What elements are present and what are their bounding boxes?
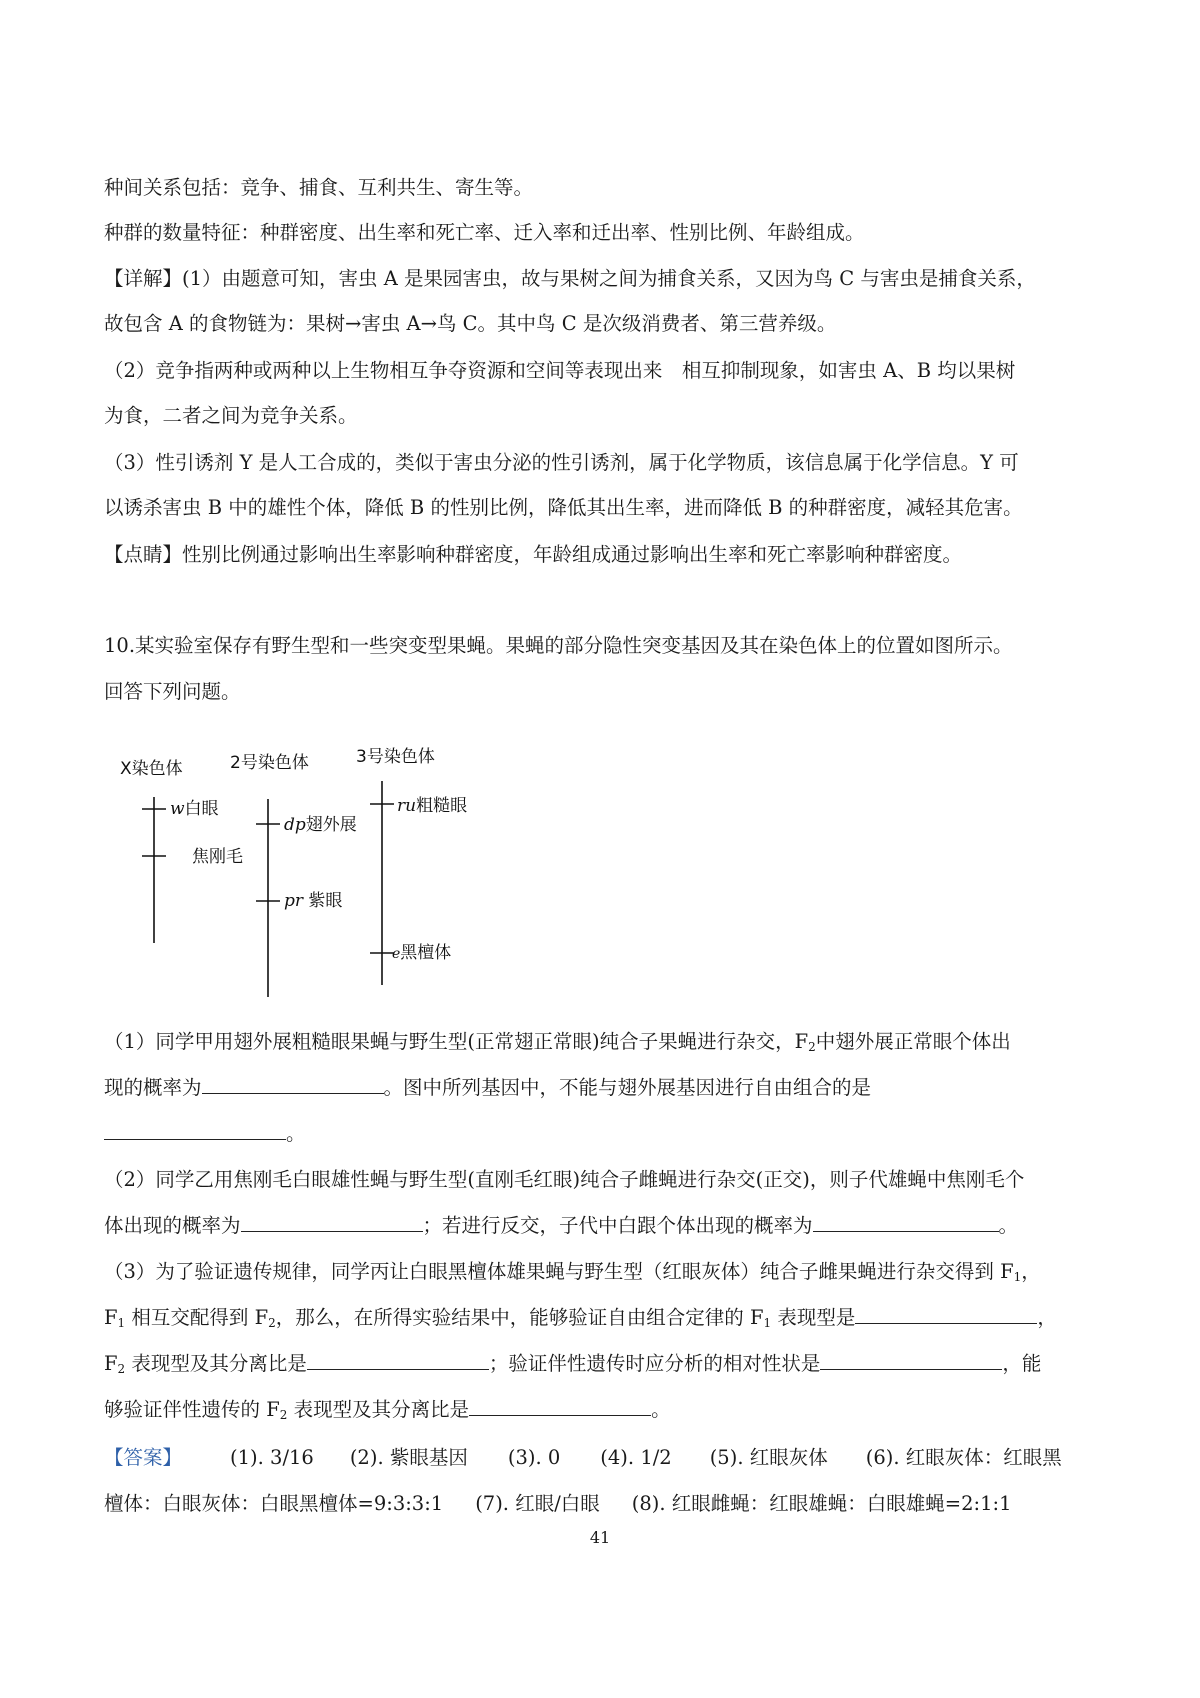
pr-gene-label: pr 紫眼 bbox=[284, 891, 343, 911]
q1-line-c: 。 bbox=[104, 1124, 306, 1144]
intro-line-1: 种间关系包括：竞争、捕食、互利共生、寄生等。 bbox=[104, 176, 534, 199]
q3-line-d: 够验证伴性遗传的 $F_2$ 表现型及其分离比是 。 bbox=[104, 1398, 671, 1422]
answer-item-3: (3). 0 bbox=[507, 1446, 561, 1469]
detail-text-2b: 为食，二者之间为竞争关系。 bbox=[104, 404, 358, 427]
ru-gene-label: ru粗糙眼 bbox=[397, 796, 468, 816]
detail-text-3b: 以诱杀害虫 B 中的雄性个体，降低 B 的性别比例，降低其出生率，进而降低 B 的种群密度，减轻其危害。 bbox=[104, 496, 1023, 519]
q1-line-a: （1）同学甲用翅外展粗糙眼果蝇与野生型(正常翅正常眼)纯合子果蝇进行杂交，$F_2$中翅外展正常眼个体出 bbox=[104, 1030, 1011, 1054]
detail-text-1b: 故包含 A 的食物链为：果树→害虫 A→鸟 C。其中鸟 C 是次级消费者、第三营养级。 bbox=[104, 312, 837, 335]
comment-text: 性别比例通过影响出生率影响种群密度，年龄组成通过影响出生率和死亡率影响种群密度。 bbox=[182, 543, 963, 566]
w-gene-label: w白眼 bbox=[170, 799, 219, 819]
detail-text-2a: （2）竞争指两种或两种以上生物相互争夺资源和空间等表现出来 相互抑制现象，如害虫 A、B 均以果树 bbox=[104, 359, 1016, 382]
detail-paragraph-1 bbox=[104, 269, 1036, 289]
detail-label: 【详解】 bbox=[104, 267, 183, 290]
answer-item-4: (4). 1/2 bbox=[600, 1446, 672, 1469]
answer-blank-2[interactable] bbox=[104, 1137, 286, 1140]
answer-item-2: (2). 紫眼基因 bbox=[349, 1446, 468, 1469]
answer-blank-5[interactable] bbox=[855, 1321, 1037, 1324]
answer-blank-3[interactable] bbox=[241, 1229, 423, 1232]
answer-item-1: (1). 3/16 bbox=[230, 1446, 314, 1469]
q2-line-a: （2）同学乙用焦刚毛白眼雄性蝇与野生型(直刚毛红眼)纯合子雌蝇进行杂交(正交)，则子代雄蝇中焦刚毛个 bbox=[104, 1168, 1025, 1191]
comment-paragraph bbox=[104, 545, 962, 565]
answer-label: 【答案】 bbox=[104, 1446, 183, 1469]
q3-line-b: $F_1$ 相互交配得到 $F_2$，那么，在所得实验结果中，能够验证自由组合定律的 $F_1$ 表现型是 ， bbox=[104, 1306, 1057, 1330]
answer-item-8: (8). 红眼雌蝇：红眼雄蝇：白眼雄蝇=2:1:1 bbox=[631, 1492, 1012, 1515]
answer-blank-4[interactable] bbox=[813, 1229, 999, 1232]
answer-line-1 bbox=[104, 1448, 1062, 1468]
q1-line-b: 现的概率为 。图中所列基因中，不能与翅外展基因进行自由组合的是 bbox=[104, 1076, 872, 1099]
q3-line-a: （3）为了验证遗传规律，同学丙让白眼黑檀体雄果蝇与野生型（红眼灰体）纯合子雌果蝇进行杂交得到 $F_1$， bbox=[104, 1260, 1041, 1284]
answer-blank-1[interactable] bbox=[202, 1091, 384, 1094]
answer-line-2 bbox=[104, 1494, 1012, 1514]
q2-line-b: 体出现的概率为 ；若进行反交，子代中白跟个体出现的概率为 。 bbox=[104, 1214, 1019, 1237]
question-stem-a: 10.某实验室保存有野生型和一些突变型果蝇。果蝇的部分隐性突变基因及其在染色体上的位置如图所示。 bbox=[104, 634, 1013, 657]
answer-blank-7[interactable] bbox=[820, 1367, 1002, 1370]
page-number: 41 bbox=[589, 1528, 611, 1547]
answer-item-5: (5). 红眼灰体 bbox=[709, 1446, 828, 1469]
x-chromosome-title: X染色体 bbox=[120, 759, 183, 779]
answer-blank-8[interactable] bbox=[469, 1413, 651, 1416]
chromosome-3-title: 3号染色体 bbox=[356, 747, 435, 767]
question-stem-b: 回答下列问题。 bbox=[104, 680, 241, 703]
answer-item-6: (6). 红眼灰体：红眼黑 bbox=[865, 1446, 1062, 1469]
dp-gene-label: dp翅外展 bbox=[284, 815, 357, 835]
intro-line-2: 种群的数量特征：种群密度、出生率和死亡率、迁入率和迁出率、性别比例、年龄组成。 bbox=[104, 221, 865, 244]
q3-line-c: $F_2$ 表现型及其分离比是 ；验证伴性遗传时应分析的相对性状是 ，能 bbox=[104, 1352, 1042, 1376]
sn-gene-label: 焦刚毛 bbox=[192, 847, 243, 867]
answer-item-6-cont: 檀体：白眼灰体：白眼黑檀体=9:3:3:1 bbox=[104, 1492, 444, 1515]
comment-label: 【点睛】 bbox=[104, 543, 183, 566]
chromosome-2-title: 2号染色体 bbox=[230, 753, 309, 773]
answer-item-7: (7). 红眼/白眼 bbox=[475, 1492, 600, 1515]
answer-blank-6[interactable] bbox=[307, 1367, 489, 1370]
detail-text-1a: (1）由题意可知，害虫 A 是果园害虫，故与果树之间为捕食关系，又因为鸟 C 与害虫是捕食关系， bbox=[182, 267, 1036, 290]
e-gene-label: e黑檀体 bbox=[392, 943, 452, 963]
chromosome-diagram bbox=[104, 745, 504, 1003]
detail-text-3a: （3）性引诱剂 Y 是人工合成的，类似于害虫分泌的性引诱剂，属于化学物质，该信息属于化学信息。Y 可 bbox=[104, 451, 1019, 474]
